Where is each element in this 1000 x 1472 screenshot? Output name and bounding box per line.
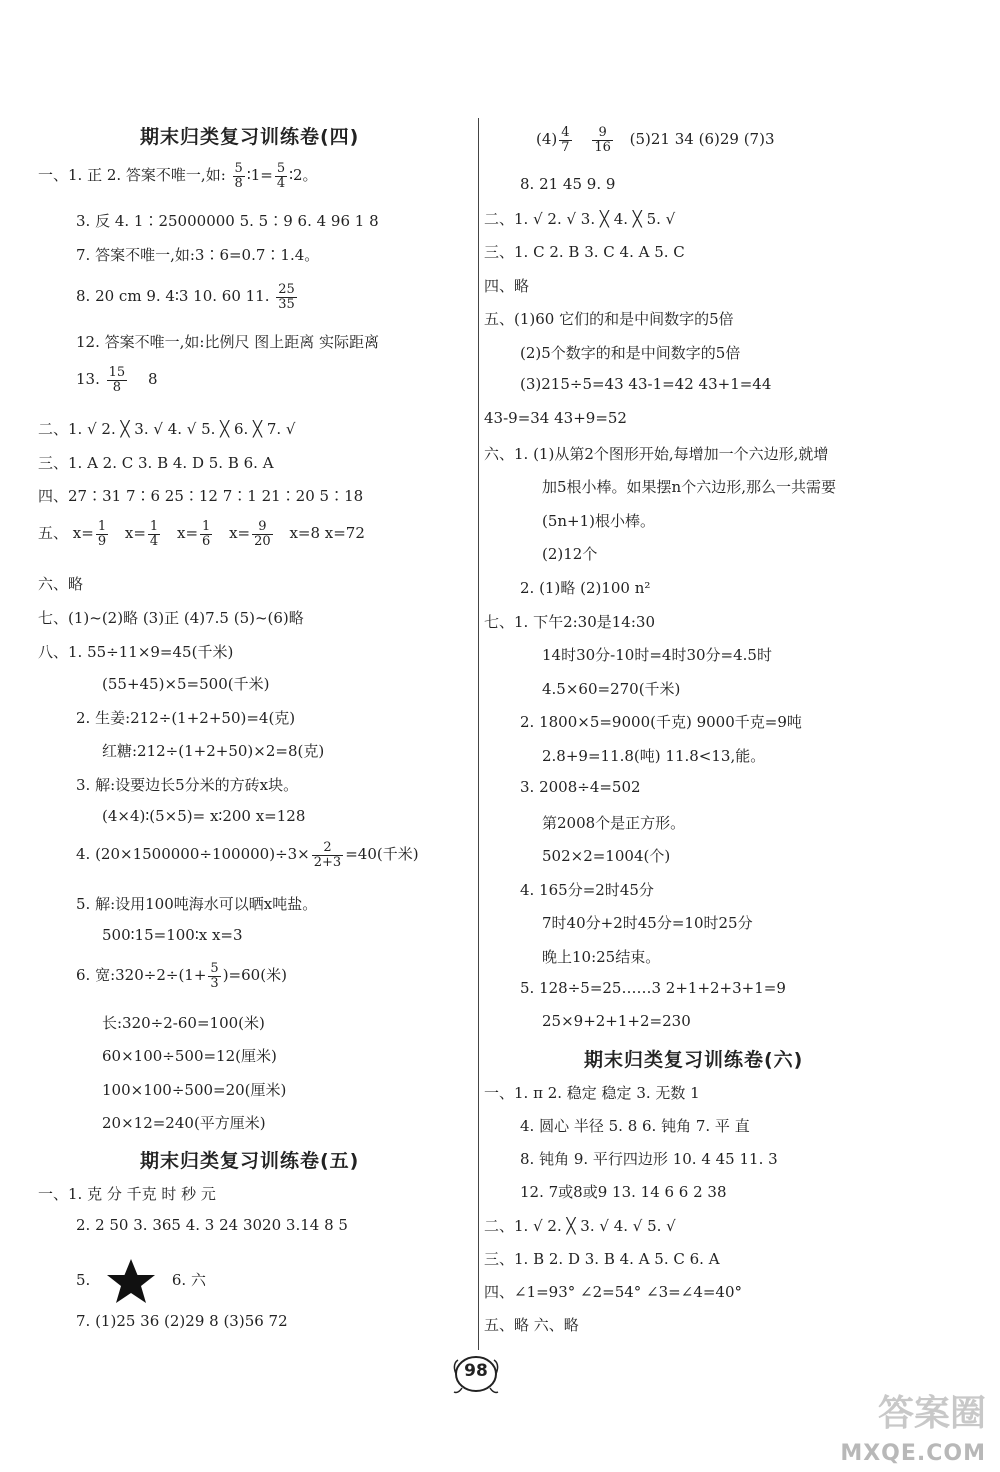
answer-line: 2. 1800×5=9000(千克) 9000千克=9吨: [520, 713, 802, 731]
answer-line: 4. 圆心 半径 5. 8 6. 钝角 7. 平 直: [520, 1117, 750, 1135]
answer-line: 红糖:212÷(1+2+50)×2=8(克): [102, 742, 325, 760]
answer-line: 7. 答案不唯一,如:3∶6=0.7∶1.4。: [76, 246, 320, 264]
answer-line: 第2008个是正方形。: [542, 814, 686, 832]
fraction: $\frac{1}{4}$: [149, 519, 159, 549]
answer-line: 五、 x= $\frac{1}{9}$ x= $\frac{1}{4}$ x= $\frac{1}{6}$ x= $\frac{9}{20}$ x=8 x=72: [38, 519, 365, 549]
answer-line: 六、1. (1)从第2个图形开始,每增加一个六边形,就增: [484, 445, 829, 463]
answer-line: 一、1. π 2. 稳定 稳定 3. 无数 1: [484, 1084, 700, 1102]
answer-line: 2. 2 50 3. 365 4. 3 24 3020 3.14 8 5: [76, 1216, 348, 1234]
answer-line: 20×12=240(平方厘米): [102, 1114, 266, 1132]
fraction: $\frac{4}{7}$: [561, 125, 570, 155]
answer-line: 二、1. √ 2. ╳ 3. √ 4. √ 5. √: [484, 1217, 676, 1235]
answer-line: 八、1. 55÷11×9=45(千米): [38, 643, 234, 661]
answer-line: 25×9+2+1+2=230: [542, 1012, 691, 1030]
answer-line: 100×100÷500=20(厘米): [102, 1081, 287, 1099]
answer-line: 6. 宽:320÷2÷(1+ $\frac{5}{3}$ )=60(米): [76, 961, 287, 991]
answer-line: (2)12个: [542, 545, 598, 563]
answer-line: 12. 答案不唯一,如:比例尺 图上距离 实际距离: [76, 333, 379, 351]
answer-line: 一、1. 克 分 千克 时 秒 元: [38, 1185, 216, 1203]
answer-line: 500∶15=100∶x x=3: [102, 926, 243, 944]
watermark-logo: 答案圈: [877, 1393, 986, 1434]
answer-line: 7时40分+2时45分=10时25分: [542, 914, 753, 932]
answer-line: 加5根小棒。如果摆n个六边形,那么一共需要: [542, 478, 836, 496]
answer-line: 8. 20 cm 9. 4∶3 10. 60 11. $\frac{25}{35}$: [76, 282, 295, 312]
fraction: $\frac{5}{8}$: [234, 161, 243, 191]
answer-line: 4. 165分=2时45分: [520, 881, 654, 899]
answer-line: 二、1. √ 2. ╳ 3. √ 4. √ 5. ╳ 6. ╳ 7. √: [38, 420, 296, 438]
answer-line: 5. 解:设用100吨海水可以晒x吨盐。: [76, 895, 318, 913]
answer-line: 四、27∶31 7∶6 25∶12 7∶1 21∶20 5∶18: [38, 487, 364, 505]
answer-line: 晚上10:25结束。: [542, 948, 661, 966]
section-title-four: 期末归类复习训练卷(四): [140, 126, 360, 148]
answer-line: (3)215÷5=43 43-1=42 43+1=44: [520, 375, 772, 393]
watermark-url: MXQE.COM: [840, 1441, 986, 1466]
answer-line: 5. 128÷5=25……3 2+1+2+3+1=9: [520, 979, 786, 997]
answer-line: 3. 2008÷4=502: [520, 778, 641, 796]
answer-line: (4×4)∶(5×5)= x∶200 x=128: [102, 807, 306, 825]
answer-line: 三、1. C 2. B 3. C 4. A 5. C: [484, 243, 685, 261]
answer-line: 一、1. 正 2. 答案不唯一,如: $\frac{5}{8}$ ∶1= $\frac{5}{4}$ ∶2。: [38, 161, 318, 191]
answer-line: 七、1. 下午2:30是14:30: [484, 613, 655, 631]
fraction: $\frac{15}{8}$: [108, 365, 126, 395]
fraction: $\frac{5}{4}$: [276, 161, 286, 191]
section-title-five: 期末归类复习训练卷(五): [140, 1150, 360, 1172]
fraction: $\frac{5}{3}$: [210, 961, 219, 991]
answer-line: 14时30分-10时=4时30分=4.5时: [542, 646, 772, 664]
fraction: $\frac{9}{20}$: [254, 519, 271, 549]
fraction: $\frac{1}{6}$: [202, 519, 211, 549]
answer-line: 三、1. A 2. C 3. B 4. D 5. B 6. A: [38, 454, 274, 472]
answer-line: 长:320÷2-60=100(米): [102, 1014, 265, 1032]
answer-line: 8. 21 45 9. 9: [520, 175, 616, 193]
answer-line: 五、(1)60 它们的和是中间数字的5倍: [484, 310, 734, 328]
page-number: 98: [464, 1361, 488, 1381]
answer-line: 五、略 六、略: [484, 1316, 579, 1334]
answer-line: 3. 反 4. 1∶25000000 5. 5∶9 6. 4 96 1 8: [76, 212, 379, 230]
answer-line: 四、∠1=93° ∠2=54° ∠3=∠4=40°: [484, 1283, 743, 1301]
answer-line: 8. 钝角 9. 平行四边形 10. 4 45 11. 3: [520, 1150, 778, 1168]
answer-line: 2. (1)略 (2)100 n²: [520, 579, 651, 597]
answer-line: 43-9=34 43+9=52: [484, 409, 627, 427]
answer-line: (5n+1)根小棒。: [542, 512, 656, 530]
answer-line: 4. (20×1500000÷100000)÷3× $\frac{2}{2+3}$ =40(千米): [76, 840, 419, 870]
answer-line: 3. 解:设要边长5分米的方砖x块。: [76, 776, 299, 794]
fraction: $\frac{2}{2+3}$: [313, 840, 342, 870]
answer-line: 四、略: [484, 277, 530, 295]
answer-line: 二、1. √ 2. √ 3. ╳ 4. ╳ 5. √: [484, 210, 676, 228]
answer-line: (4) $\frac{4}{7}$ $\frac{9}{16}$ (5)21 34 (6)29 (7)3: [536, 125, 775, 155]
answer-line: 502×2=1004(个): [542, 847, 671, 865]
answer-line: 六、略: [38, 575, 84, 593]
answer-line: (55+45)×5=500(千米): [102, 675, 270, 693]
answer-line: 5. 6. 六: [76, 1258, 206, 1304]
fraction: $\frac{9}{16}$: [594, 125, 611, 155]
answer-line: 2. 生姜:212÷(1+2+50)=4(克): [76, 709, 296, 727]
answer-line: (2)5个数字的和是中间数字的5倍: [520, 344, 741, 362]
answer-line: 13. $\frac{15}{8}$ 8: [76, 365, 158, 395]
fraction: $\frac{1}{9}$: [97, 519, 107, 549]
star-icon: [105, 1258, 157, 1304]
answer-line: 7. (1)25 36 (2)29 8 (3)56 72: [76, 1312, 288, 1330]
answer-line: 4.5×60=270(千米): [542, 680, 681, 698]
fraction: $\frac{25}{35}$: [278, 282, 295, 312]
answer-line: 七、(1)~(2)略 (3)正 (4)7.5 (5)~(6)略: [38, 609, 304, 627]
answer-line: 2.8+9=11.8(吨) 11.8<13,能。: [542, 747, 766, 765]
answer-line: 12. 7或8或9 13. 14 6 6 2 38: [520, 1183, 727, 1201]
answer-line: 60×100÷500=12(厘米): [102, 1047, 277, 1065]
column-divider: [478, 118, 479, 1350]
answer-line: 三、1. B 2. D 3. B 4. A 5. C 6. A: [484, 1250, 720, 1268]
section-title-six: 期末归类复习训练卷(六): [584, 1049, 804, 1071]
